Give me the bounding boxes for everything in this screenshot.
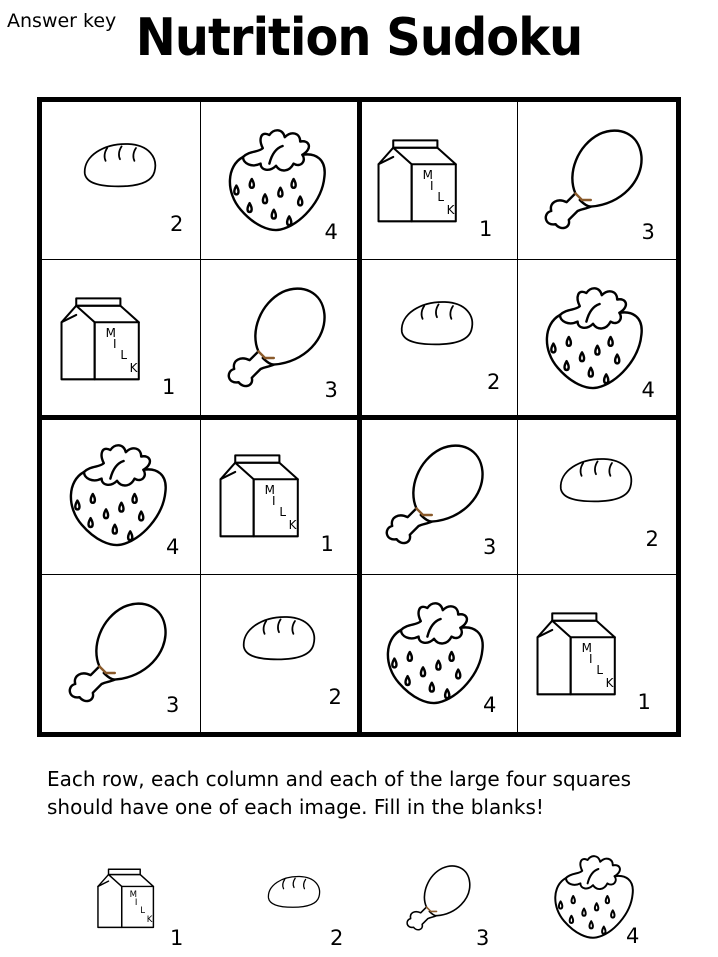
grid-cell-r2-c2[interactable] [201,260,360,418]
milk-letter-i: I [588,651,593,666]
legend-item-strawberry [548,850,668,948]
cell-number: 1 [637,689,651,714]
drumstick-icon [538,118,648,238]
grid-cell-r3-c3[interactable] [359,417,518,575]
cell-number: 1 [162,374,176,399]
drumstick-icon [379,433,489,553]
instructions [47,765,697,821]
grid-cell-r1-c4[interactable] [518,102,677,260]
grid-cell-r3-c1[interactable] [42,417,201,575]
legend-number: 3 [476,926,490,950]
legend-number: 1 [170,926,184,950]
cell-number: 2 [170,212,184,236]
cell-number: 3 [641,220,655,244]
milk-letter-k: K [605,675,613,690]
milk-letter-m: M [422,168,434,182]
milk-letter-i: I [430,179,434,194]
cell-divider-horizontal [42,574,676,575]
strawberry-icon [379,591,489,713]
grid-cell-r4-c3[interactable] [359,575,518,733]
cell-number: 3 [483,535,497,559]
grid-cell-r2-c3[interactable] [359,260,518,418]
grid-cell-r3-c2[interactable] [201,417,360,575]
grid-cell-r1-c2[interactable] [201,102,360,260]
cell-number: 2 [645,527,659,551]
drumstick-icon [402,852,474,942]
cell-divider-vertical [517,102,518,732]
milk-letter-k: K [129,360,138,375]
bread-icon [244,862,344,920]
milk-letter-l: L [140,905,145,916]
milk-letter-k: K [288,517,296,532]
grid-cell-r2-c4[interactable] [518,260,677,418]
milk-letter-m: M [129,890,138,900]
cell-number: 3 [324,377,338,402]
instructions-line-1: Each row, each column and each of the large four squares [47,767,632,791]
grid-cell-r1-c3[interactable] [359,102,518,260]
sudoku-grid [37,97,681,737]
cell-number: 3 [166,692,180,717]
cell-number: 4 [166,535,180,559]
milk-letter-i: I [271,494,276,509]
milk-letter-i: I [134,897,138,908]
box-divider-horizontal [42,415,676,420]
legend-number: 4 [626,924,640,948]
bread-icon [209,597,349,677]
legend-item-bread [244,862,374,950]
grid-cell-r3-c4[interactable] [518,417,677,575]
page-title: Nutrition Sudoku [135,8,583,68]
instructions-line-2: should have one of each image. Fill in the blanks! [47,795,544,819]
cell-number: 1 [479,217,493,241]
drumstick-icon [62,591,172,711]
legend-item-drumstick [402,852,504,948]
milk-letter-k: K [446,202,455,217]
grid-cell-r4-c4[interactable] [518,575,677,733]
cell-number: 4 [641,377,655,402]
milk-letter-m: M [105,325,117,340]
bread-icon [526,439,666,519]
milk-letter-k: K [146,915,153,926]
legend-item-milk [94,850,190,950]
milk-letter-l: L [278,505,286,520]
strawberry-icon [62,433,172,555]
milk-icon [56,272,148,402]
milk-icon [532,587,624,717]
milk-icon [215,429,307,559]
milk-letter-m: M [581,640,592,655]
grid-cell-r2-c1[interactable] [42,260,201,418]
milk-icon [373,114,465,244]
milk-icon [94,850,160,944]
legend-number: 2 [330,926,344,950]
grid-cell-r1-c1[interactable] [42,102,201,260]
strawberry-icon [221,118,331,240]
milk-letter-l: L [595,662,603,677]
strawberry-icon [538,276,648,398]
cell-number: 2 [328,684,342,709]
answer-key-label: Answer key [7,10,117,32]
grid-cell-r4-c1[interactable] [42,575,201,733]
milk-letter-l: L [120,347,128,362]
bread-icon [50,124,190,204]
bread-icon [367,282,507,362]
cell-number: 1 [320,532,334,556]
milk-letter-i: I [113,336,117,351]
drumstick-icon [221,276,331,396]
milk-letter-m: M [264,483,275,497]
milk-letter-l: L [437,190,445,205]
grid-cell-r4-c2[interactable] [201,575,360,733]
cell-number: 2 [487,369,501,394]
strawberry-icon [548,850,638,942]
cell-number: 4 [483,692,497,717]
cell-number: 4 [324,220,338,244]
